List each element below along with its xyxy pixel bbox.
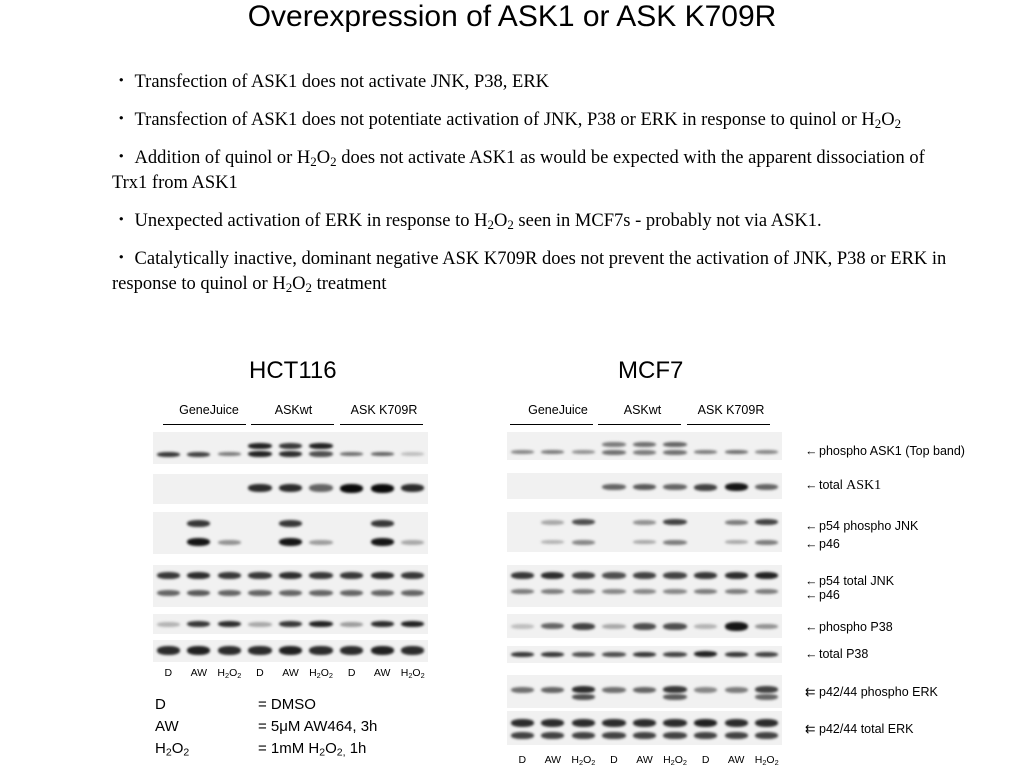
- bullet-item: ・ Transfection of ASK1 does not potentiate activation of JNK, P38 or ERK in response to quinol or $H_2O_2$: [112, 110, 902, 132]
- blot-band: [541, 589, 564, 594]
- blot-band: [187, 452, 210, 457]
- blot-band: [725, 719, 748, 727]
- blot-strip: [507, 565, 782, 607]
- group-underline: [687, 424, 770, 425]
- lane-label: $H_2O_2$: [571, 754, 596, 767]
- blot-band: [663, 442, 686, 447]
- blot-band: [248, 451, 271, 457]
- blot-strip: [507, 646, 782, 663]
- blot-band: [371, 452, 394, 456]
- blot-band: [157, 452, 180, 457]
- blot-band: [755, 450, 778, 454]
- blot-band: [572, 732, 595, 739]
- lane-label: $H_2O_2$: [217, 667, 242, 680]
- blot-band: [755, 484, 778, 490]
- blot-band: [157, 590, 180, 596]
- blot-band: [602, 624, 625, 629]
- blot-band: [602, 687, 625, 693]
- blot-band: [572, 572, 595, 579]
- lane-label: AW: [636, 754, 653, 766]
- blot-band: [279, 590, 302, 596]
- blot-band: [572, 450, 595, 454]
- blot-band: [279, 451, 302, 457]
- blot-band: [694, 484, 717, 491]
- blot-band: [663, 694, 686, 700]
- blot-band: [694, 732, 717, 739]
- blot-band: [279, 538, 302, 546]
- blot-band: [187, 646, 210, 655]
- blot-band: [401, 646, 424, 655]
- lane-label: D: [610, 754, 618, 766]
- blot-band: [157, 572, 180, 579]
- blot-band: [218, 590, 241, 596]
- blot-band: [218, 572, 241, 579]
- blot-band: [401, 590, 424, 596]
- blot-band: [401, 452, 424, 456]
- blot-band: [279, 621, 302, 627]
- blot-band: [633, 484, 656, 490]
- blot-band: [602, 732, 625, 739]
- blot-strip: [153, 640, 428, 662]
- blot-band: [663, 719, 686, 727]
- legend-row: AW = 5μM AW464, 3h: [155, 718, 378, 735]
- blot-band: [755, 572, 778, 579]
- blot-band: [572, 719, 595, 727]
- blot-band: [694, 624, 717, 629]
- blot-band: [602, 652, 625, 657]
- blot-band: [340, 572, 363, 579]
- blot-band: [663, 450, 686, 455]
- blot-band: [511, 732, 534, 739]
- blot-label: ⇇ p42/44 phospho ERK: [805, 685, 938, 699]
- blot-band: [187, 538, 210, 546]
- lane-label: D: [701, 754, 710, 766]
- blot-band: [694, 719, 717, 727]
- blot-band: [725, 687, 748, 693]
- blot-band: [218, 452, 241, 456]
- blot-band: [663, 572, 686, 579]
- legend-row: $H_2O_2 = 1mM$ $H_2O_{2,}$ 1h: [155, 740, 367, 759]
- blot-band: [663, 623, 686, 630]
- blot-band: [511, 719, 534, 727]
- blot-band: [633, 719, 656, 727]
- blot-band: [187, 621, 210, 627]
- lane-label: AW: [727, 754, 745, 766]
- blot-band: [157, 646, 180, 655]
- group-label: GeneJuice: [179, 403, 239, 417]
- blot-band: [309, 621, 332, 627]
- blot-band: [541, 520, 564, 525]
- blot-band: [371, 646, 394, 655]
- blot-band: [511, 450, 534, 454]
- blot-band: [371, 621, 394, 627]
- legend-row: D = DMSO: [155, 696, 316, 713]
- blot-band: [279, 520, 302, 527]
- blot-band: [633, 589, 656, 594]
- blot-band: [725, 652, 748, 657]
- blot-band: [401, 621, 424, 627]
- blot-label: ← total ASK1: [805, 478, 882, 493]
- group-underline: [598, 424, 681, 425]
- blot-band: [340, 484, 363, 493]
- blot-band: [663, 484, 686, 490]
- blot-band: [541, 540, 564, 544]
- blot-band: [755, 732, 778, 739]
- blot-band: [401, 484, 424, 492]
- blot-band: [279, 443, 302, 449]
- blot-strip: [153, 474, 428, 504]
- blot-band: [572, 694, 595, 700]
- blot-strip: [507, 614, 782, 638]
- legend: [155, 694, 377, 760]
- blot-band: [755, 589, 778, 594]
- bullet-list: [112, 70, 962, 310]
- blot-band: [340, 622, 363, 627]
- blot-band: [602, 572, 625, 579]
- lane-label: AW: [373, 667, 391, 679]
- blot-band: [725, 572, 748, 579]
- blot-band: [633, 687, 656, 693]
- blot-strip: [153, 614, 428, 634]
- blot-strip: [507, 675, 782, 708]
- blot-band: [633, 623, 656, 630]
- blot-band: [663, 540, 686, 545]
- blot-band: [633, 732, 656, 739]
- blot-band: [663, 652, 686, 657]
- blot-band: [725, 589, 748, 594]
- blot-label: ⇇ p42/44 total ERK: [805, 722, 914, 736]
- blot-label: ← p54 phospho JNK: [805, 519, 919, 533]
- group-label: ASK K709R: [697, 403, 765, 417]
- blot-band: [755, 652, 778, 657]
- blot-band: [279, 572, 302, 579]
- blot-band: [371, 572, 394, 579]
- lane-label: $H_2O_2$: [309, 667, 334, 680]
- blot-strip: [507, 473, 782, 499]
- blot-band: [187, 590, 210, 596]
- blot-band: [541, 687, 564, 693]
- blot-label: ← p54 total JNK: [805, 574, 895, 588]
- bullet-item: ・ Addition of quinol or $H_2O_2$ does not activate ASK1 as would be expected with the apparent dissociation of Trx1 from ASK1: [112, 148, 925, 193]
- blot-band: [633, 442, 656, 447]
- blot-band: [218, 540, 241, 545]
- blot-strip: [507, 512, 782, 552]
- blot-label: ← phospho ASK1 (Top band): [805, 444, 965, 458]
- blot-band: [602, 450, 625, 455]
- blot-band: [340, 590, 363, 596]
- blot-band: [572, 686, 595, 693]
- blot-band: [663, 589, 686, 594]
- blot-band: [725, 483, 748, 491]
- blot-band: [511, 572, 534, 579]
- lane-label: D: [518, 754, 527, 766]
- blot-band: [572, 589, 595, 594]
- blot-band: [511, 652, 534, 657]
- blot-band: [663, 732, 686, 739]
- blot-strip: [153, 565, 428, 607]
- slide-title: Overexpression of ASK1 or ASK K709R: [247, 0, 777, 33]
- blot-band: [218, 621, 241, 627]
- blot-band: [371, 590, 394, 596]
- blot-band: [401, 572, 424, 579]
- lane-label: D: [164, 667, 173, 679]
- blot-band: [279, 646, 302, 655]
- bullet-item: ・ Catalytically inactive, dominant negative ASK K709R does not prevent the activation of JNK, P38 or ERK in response to quinol or $H_2O_2$ treatment: [112, 249, 947, 296]
- blot-band: [541, 623, 564, 629]
- blot-band: [602, 484, 625, 490]
- blot-band: [218, 646, 241, 655]
- blot-band: [340, 452, 363, 456]
- blot-band: [248, 484, 271, 492]
- blot-band: [663, 686, 686, 693]
- bullet-item: ・ Transfection of ASK1 does not activate JNK, P38, ERK: [112, 72, 550, 92]
- blot-band: [694, 651, 717, 657]
- blot-band: [633, 540, 656, 544]
- blot-band: [248, 572, 271, 579]
- blot-band: [541, 652, 564, 657]
- group-underline: [510, 424, 593, 425]
- blot-band: [541, 732, 564, 739]
- blot-band: [309, 540, 332, 545]
- blot-band: [157, 622, 180, 627]
- blot-band: [309, 451, 332, 457]
- blot-band: [725, 732, 748, 739]
- blot-band: [725, 622, 748, 631]
- group-underline: [251, 424, 334, 425]
- lane-label: $H_2O_2$: [663, 754, 688, 767]
- blot-band: [371, 520, 394, 527]
- blot-band: [279, 484, 302, 492]
- lane-label: $H_2O_2$: [400, 667, 425, 680]
- blot-band: [511, 624, 534, 629]
- lane-label: D: [256, 667, 264, 679]
- blot-band: [309, 572, 332, 579]
- blot-band: [401, 540, 424, 545]
- blot-band: [187, 572, 210, 579]
- group-label: ASKwt: [623, 403, 662, 417]
- blot-band: [755, 540, 778, 545]
- blot-band: [309, 443, 332, 449]
- blot-band: [541, 719, 564, 727]
- blot-band: [755, 624, 778, 629]
- group-label: ASK K709R: [350, 403, 418, 417]
- blot-band: [663, 519, 686, 525]
- group-label: GeneJuice: [528, 403, 588, 417]
- blot-strip: [153, 432, 428, 464]
- blot-band: [309, 484, 332, 492]
- panel-title-hct116: HCT116: [249, 357, 337, 384]
- lane-label: D: [347, 667, 356, 679]
- blot-label: ← phospho P38: [805, 620, 893, 634]
- blot-band: [725, 450, 748, 454]
- blot-band: [541, 450, 564, 454]
- blot-band: [371, 484, 394, 493]
- blot-band: [755, 519, 778, 525]
- blot-band: [694, 572, 717, 579]
- blot-band: [541, 572, 564, 579]
- lane-label: AW: [544, 754, 562, 766]
- blot-band: [755, 694, 778, 700]
- blot-band: [633, 652, 656, 657]
- blot-band: [602, 442, 625, 447]
- blot-band: [248, 443, 271, 449]
- blot-band: [248, 646, 271, 655]
- blot-band: [725, 520, 748, 525]
- blot-band: [633, 572, 656, 579]
- blot-strip: [507, 432, 782, 460]
- bullet-item: ・ Unexpected activation of ERK in response to $H_2O_2$ seen in MCF7s - probably not via ASK1.: [112, 211, 822, 233]
- blot-band: [633, 520, 656, 525]
- blot-band: [572, 519, 595, 525]
- blot-label: ← p46: [805, 537, 840, 551]
- blot-band: [572, 652, 595, 657]
- blot-label: ← p46: [805, 588, 840, 602]
- blot-band: [572, 623, 595, 630]
- blot-band: [371, 538, 394, 546]
- group-underline: [163, 424, 246, 425]
- lane-label: AW: [282, 667, 299, 679]
- blot-band: [248, 622, 271, 627]
- blot-band: [633, 450, 656, 455]
- blot-band: [694, 687, 717, 693]
- blot-band: [511, 589, 534, 594]
- blot-band: [572, 540, 595, 545]
- group-underline: [340, 424, 423, 425]
- panel-title-mcf7: MCF7: [618, 357, 684, 384]
- blot-band: [694, 589, 717, 594]
- blot-band: [725, 540, 748, 544]
- blot-band: [309, 590, 332, 596]
- blot-band: [755, 686, 778, 693]
- blot-label: ← total P38: [805, 647, 869, 661]
- blot-band: [187, 520, 210, 527]
- lane-label: $H_2O_2$: [754, 754, 779, 767]
- blot-band: [511, 687, 534, 693]
- blot-band: [755, 719, 778, 727]
- blot-band: [340, 646, 363, 655]
- group-label: ASKwt: [274, 403, 313, 417]
- blot-strip: [507, 711, 782, 745]
- blot-band: [309, 646, 332, 655]
- blot-band: [694, 450, 717, 454]
- lane-label: AW: [190, 667, 208, 679]
- blot-band: [602, 589, 625, 594]
- blot-strip: [153, 512, 428, 554]
- blot-band: [248, 590, 271, 596]
- blot-band: [602, 719, 625, 727]
